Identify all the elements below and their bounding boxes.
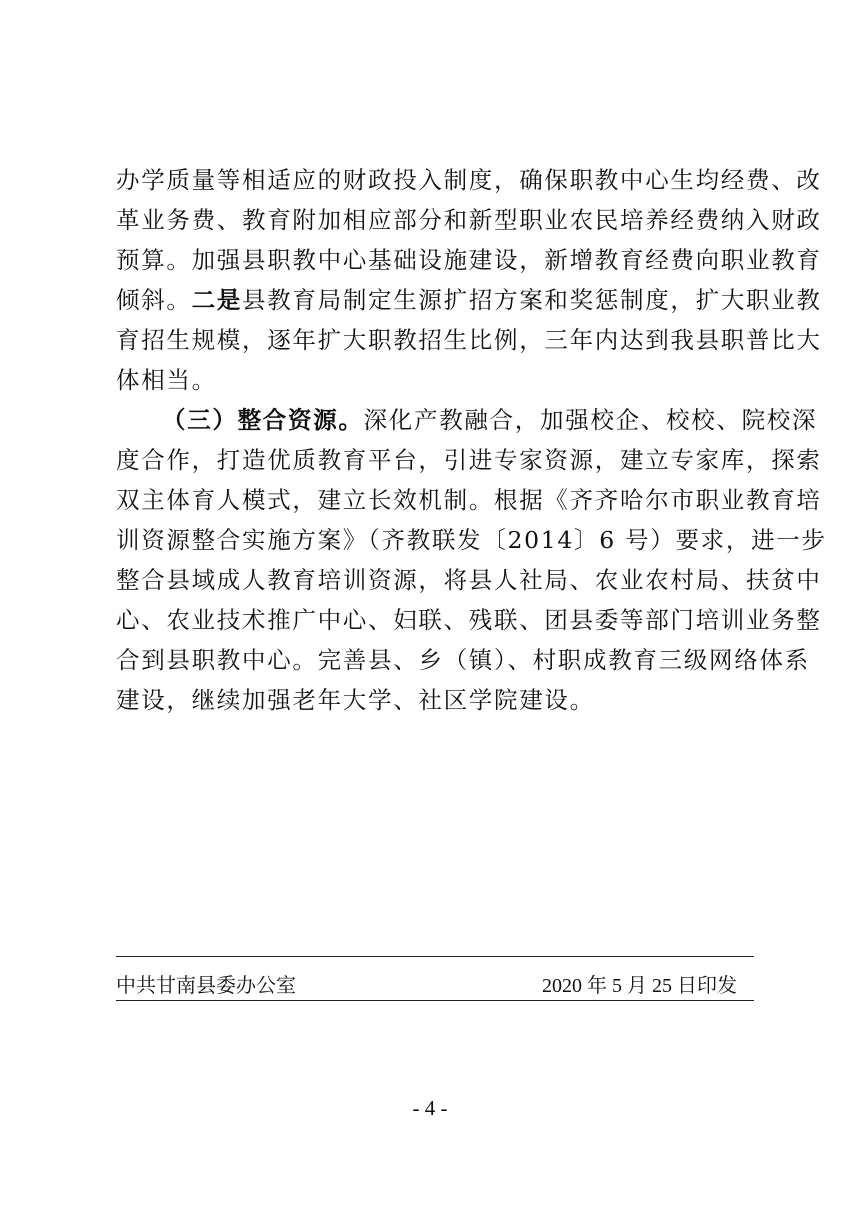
emphasis-er-shi: 二是 bbox=[191, 286, 243, 314]
body-line-4 bbox=[116, 280, 822, 320]
body-line-5: 育招生规模，逐年扩大职教招生比例，三年内达到我县职普比大 bbox=[116, 326, 822, 354]
body-line-1: 办学质量等相适应的财政投入制度，确保职教中心生均经费、改 bbox=[116, 166, 822, 194]
body-line-12: 心、农业技术推广中心、妇联、残联、团县委等部门培训业务整 bbox=[116, 606, 822, 634]
footer-issuer: 中共甘南县委办公室 bbox=[116, 975, 296, 997]
page-number: - 4 - bbox=[412, 1096, 448, 1120]
body-line-9: 双主体育人模式，建立长效机制。根据《齐齐哈尔市职业教育培 bbox=[116, 486, 822, 514]
section-three-line bbox=[162, 400, 818, 440]
body-line-2: 革业务费、教育附加相应部分和新型职业农民培养经费纳入财政 bbox=[116, 206, 822, 234]
body-line-8: 度合作，打造优质教育平台，引进专家资源，建立专家库，探索 bbox=[116, 446, 822, 474]
body-line-4-start: 倾斜。 bbox=[116, 286, 192, 314]
body-line-10: 训资源整合实施方案》（齐教联发〔2014〕6 号）要求，进一步 bbox=[116, 526, 827, 554]
footer-bottom-rule bbox=[116, 1000, 754, 1001]
section-heading: （三）整合资源。 bbox=[162, 406, 364, 434]
footer-date: 2020 年 5 月 25 日印发 bbox=[542, 975, 737, 997]
body-line-4-end: 县教育局制定生源扩招方案和奖惩制度，扩大职业教 bbox=[242, 286, 822, 314]
body-line-6: 体相当。 bbox=[116, 366, 217, 394]
body-line-14: 建设，继续加强老年大学、社区学院建设。 bbox=[116, 686, 595, 714]
body-line-11: 整合县域成人教育培训资源，将县人社局、农业农村局、扶贫中 bbox=[116, 566, 822, 594]
footer-top-rule bbox=[116, 956, 754, 957]
body-line-3: 预算。加强县职教中心基础设施建设，新增教育经费向职业教育 bbox=[116, 246, 822, 274]
section-three-text: 深化产教融合，加强校企、校校、院校深 bbox=[363, 406, 818, 434]
body-line-13: 合到县职教中心。完善县、乡（镇）、村职成教育三级网络体系 bbox=[116, 646, 810, 674]
